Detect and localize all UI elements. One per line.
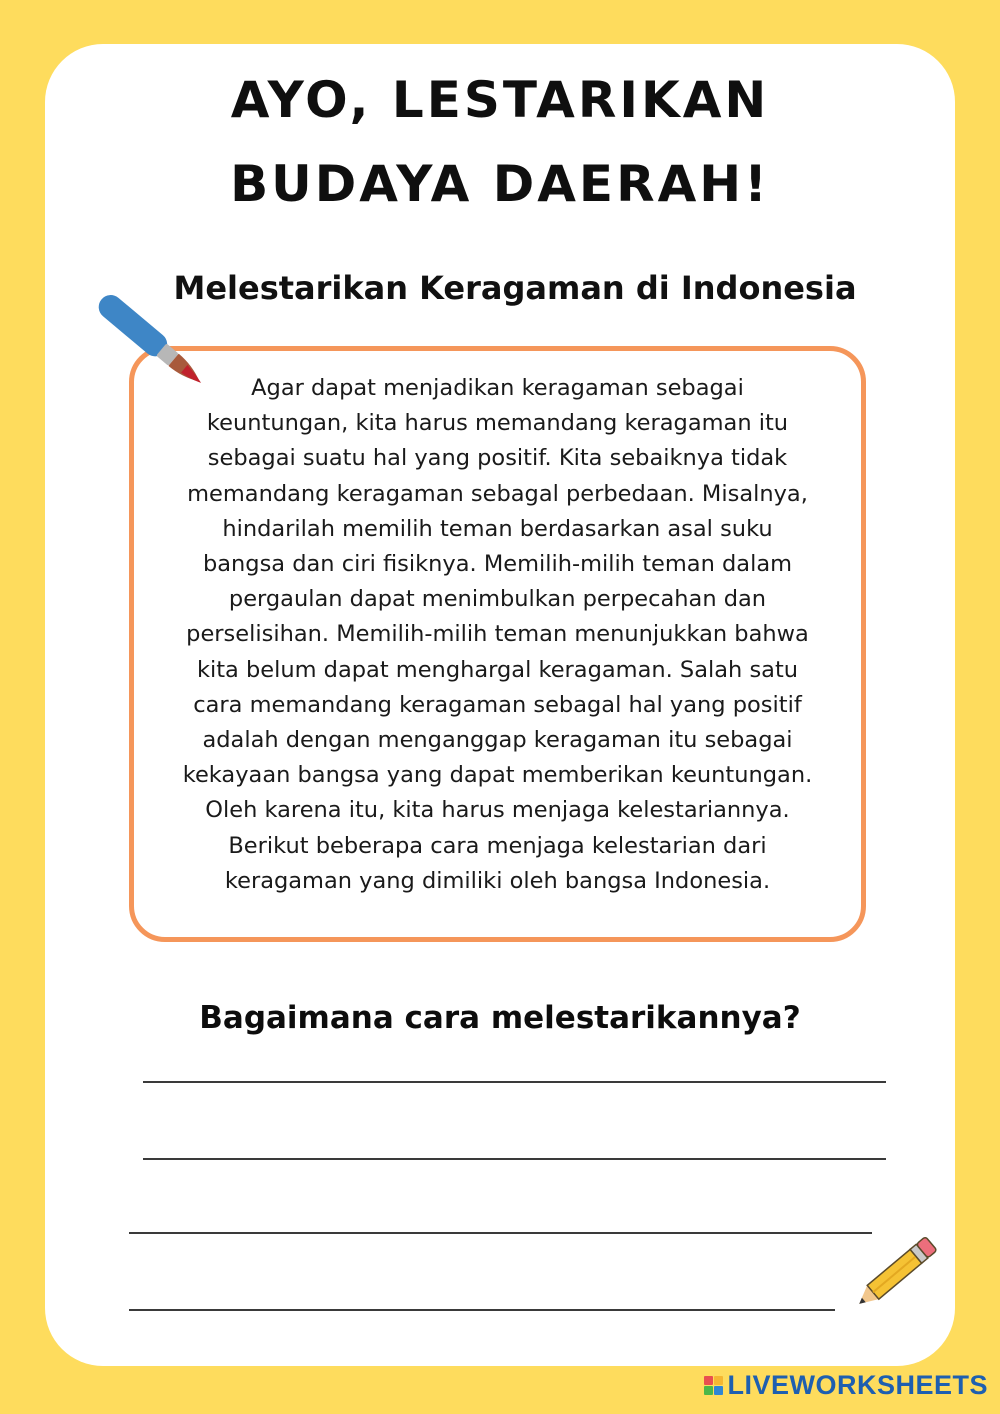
reading-box	[129, 346, 866, 942]
liveworksheets-watermark	[704, 1370, 988, 1401]
answer-line-2[interactable]	[143, 1158, 886, 1160]
answer-line-3[interactable]	[129, 1232, 872, 1234]
section-subtitle: Melestarikan Keragaman di Indonesia	[173, 269, 857, 307]
pencil-icon	[846, 1228, 946, 1318]
paintbrush-icon	[98, 295, 222, 407]
reading-paragraph: Agar dapat menjadikan keragaman sebagai keuntungan, kita harus memandang keragaman itu sebagai suatu hal yang positif. Kita sebaiknya tidak memandang keragaman sebagal perbedaan. Misalnya, hindarilah memilih teman berdasarkan asal suku bangsa dan ciri fisiknya. Memilih-milih teman dalam pergaulan dapat menimbulkan perpecahan dan perselisihan. Memilih-milih teman menunjukkan bahwa kita belum dapat menghargal keragaman. Salah satu cara memandang keragaman sebagal hal yang positif adalah dengan menganggap keragaman itu sebagai kekayaan bangsa yang dapat memberikan keuntungan. Oleh karena itu, kita harus menjaga kelestariannya. Berikut beberapa cara menjaga kelestarian dari keragaman yang dimiliki oleh bangsa Indonesia.	[182, 375, 813, 894]
question-heading: Bagaimana cara melestarikannya?	[199, 1000, 801, 1036]
answer-line-1[interactable]	[143, 1081, 886, 1083]
worksheet-title: AYO, LESTARIKAN BUDAYA DAERAH!	[230, 71, 770, 213]
answer-line-4[interactable]	[129, 1309, 835, 1311]
liveworksheets-logo-icon	[704, 1376, 723, 1395]
watermark-text: LIVEWORKSHEETS	[727, 1370, 988, 1400]
